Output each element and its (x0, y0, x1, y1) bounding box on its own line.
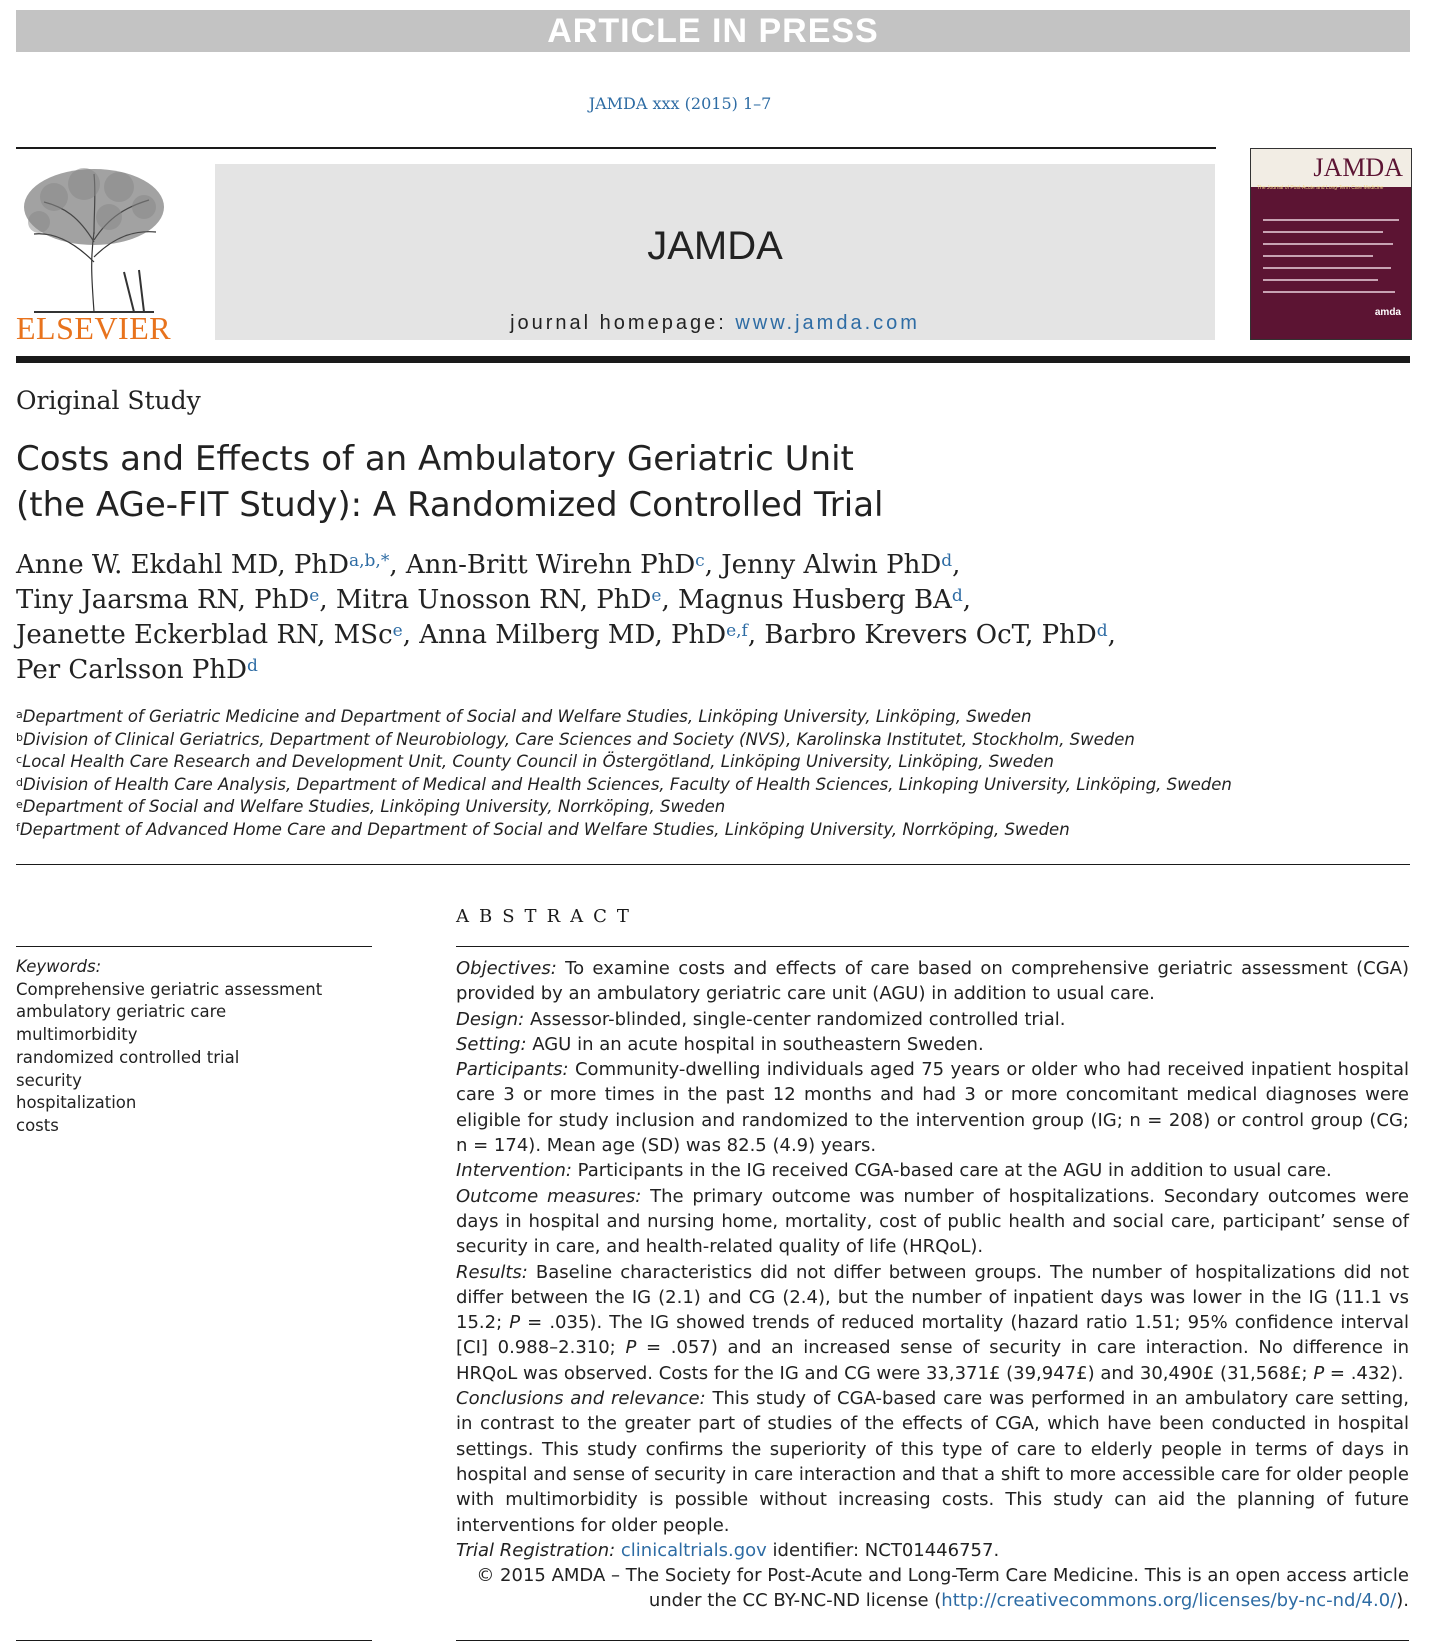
abstract-participants (456, 1057, 1409, 1158)
article-title (16, 436, 1316, 528)
article-in-press-banner: ARTICLE IN PRESS (16, 10, 1410, 52)
keyword-item: ambulatory geriatric care (16, 1002, 227, 1022)
section-label: Trial Registration: (456, 1539, 616, 1561)
journal-homepage (215, 312, 1215, 335)
abstract-rule (456, 946, 1409, 947)
section-text: AGU in an acute hospital in southeastern Sweden. (526, 1033, 984, 1055)
bottom-rule-right (456, 1640, 1409, 1641)
section-label: Setting: (456, 1033, 527, 1055)
affiliation-item (16, 796, 1406, 819)
homepage-label: journal homepage: (510, 312, 736, 334)
author-affiliation-link[interactable]: e (651, 586, 662, 606)
cover-line (1263, 243, 1393, 245)
keyword-item: randomized controlled trial (16, 1047, 240, 1067)
author-name: Tiny Jaarsma RN, PhD (16, 585, 310, 615)
author-affiliation-link[interactable]: d (941, 551, 953, 571)
section-label: Objectives: (456, 958, 557, 979)
masthead-rule (16, 356, 1410, 363)
section-text: = .057) and an increased sense of security in care interaction. No difference in HRQoL was observed. Costs for the IG and CG were 33,371£ (39,947£) and 30,490£ (31,568£; (456, 1337, 1409, 1384)
section-text: The primary outcome was number of hospitalizations. Secondary outcomes were days in hospital and nursing home, mortality, cost of public health and social care, participant’ sense of security in care, and health-related quality of life (HRQoL). (456, 1185, 1409, 1258)
p-value-symbol: P (1313, 1362, 1325, 1384)
abstract-intervention (456, 1158, 1409, 1183)
abstract-design (456, 1007, 1409, 1032)
author-name: Per Carlsson PhD (16, 655, 247, 685)
section-label: Conclusions and relevance: (456, 1388, 706, 1410)
affiliation-item (16, 774, 1406, 797)
abstract-objectives (456, 956, 1409, 1007)
abstract-results (456, 1260, 1409, 1386)
affiliation-key: d (16, 775, 23, 789)
author-separator: , (319, 585, 336, 615)
section-text: Assessor-blinded, single-center randomized controlled trial. (524, 1008, 1066, 1030)
affiliation-text: Local Health Care Research and Development Unit, County Council in Östergötland, Linköping University, Linköping, Sweden (22, 752, 1054, 771)
author-name: Anna Milberg MD, PhD (419, 620, 727, 650)
cover-line (1263, 267, 1391, 269)
homepage-link[interactable]: www.jamda.com (735, 312, 920, 334)
clinicaltrials-link[interactable]: clinicaltrials.gov (620, 1539, 767, 1561)
author-separator: , (402, 620, 420, 650)
p-value-symbol: P (509, 1312, 521, 1334)
article-type: Original Study (16, 386, 201, 415)
abstract-outcome-measures (456, 1184, 1409, 1260)
abstract-trial-registration (456, 1538, 1409, 1563)
keyword-item: Comprehensive geriatric assessment (16, 979, 323, 999)
author-line (16, 653, 1316, 688)
section-text: This study of CGA-based care was performed in an ambulatory care setting, in contrast to the greater part of studies of the effects of CGA, which have been conducted in hospital settings. This study confirms the superiority of this type of care to elderly people in terms of days in hospital and sense of security in care interaction and that a shift to more accessible care for older people with multimorbidity is possible without increasing costs. This study can aid the planning of future interventions for older people. (456, 1388, 1409, 1536)
author-separator: , (952, 550, 961, 580)
author-separator: , (661, 585, 678, 615)
author-separator: , (962, 585, 972, 615)
keywords-heading: Keywords: (16, 957, 102, 976)
author-affiliation-link[interactable]: d (951, 586, 963, 606)
affiliations-rule (16, 864, 1410, 865)
author-name: Mitra Unosson RN, PhD (335, 585, 652, 615)
author-affiliation-link[interactable]: d (1096, 621, 1108, 641)
section-text: = .432). (1324, 1362, 1404, 1384)
author-line (16, 583, 1316, 618)
section-text: Community-dwelling individuals aged 75 years or older who had received inpatient hospital care 3 or more times in the past 12 months and had 3 or more concomitant medical diagnoses were eligible for study inclusion and randomized to the intervention group (IG; n = 208) or control group (CG; n = 174). Mean age (SD) was 82.5 (4.9) years. (456, 1059, 1409, 1157)
author-separator: , (1107, 620, 1116, 650)
affiliation-text: Department of Social and Welfare Studies, Linköping University, Norrköping, Sweden (22, 797, 726, 816)
section-text: = .035). The IG showed trends of reduced mortality (hazard ratio 1.51; 95% confidence interval [CI] 0.988–2.310; (456, 1312, 1409, 1359)
citation-link[interactable]: JAMDA xxx (2015) 1–7 (588, 94, 772, 113)
affiliation-text: Division of Health Care Analysis, Department of Medical and Health Sciences, Faculty of Health Sciences, Linkoping University, Linköping, Sweden (22, 774, 1232, 794)
keyword-item: costs (16, 1115, 59, 1135)
cover-logo: amda (1374, 307, 1401, 318)
author-affiliation-link[interactable]: c (695, 551, 705, 571)
author-name: Jeanette Eckerblad RN, MSc (16, 620, 393, 650)
affiliation-text: Department of Advanced Home Care and Department of Social and Welfare Studies, Linköping University, Norrköping, Sweden (19, 819, 1070, 839)
author-affiliation-link[interactable]: e (309, 586, 320, 606)
section-label: Outcome measures: (456, 1185, 642, 1207)
affiliation-list (16, 706, 1406, 841)
author-separator: , (747, 620, 765, 650)
affiliation-key: a (16, 708, 23, 721)
section-text: Participants in the IG received CGA-based care at the AGU in addition to usual care. (571, 1160, 1332, 1182)
title-line: Costs and Effects of an Ambulatory Geriatric Unit (16, 439, 854, 479)
cover-title: JAMDA (1313, 153, 1403, 182)
cover-line (1263, 231, 1383, 233)
abstract-body (456, 956, 1409, 1614)
author-affiliation-link[interactable]: d (246, 656, 258, 676)
license-text: © 2015 AMDA – The Society for Post-Acute and Long-Term Care Medicine. This is an open access article under the CC BY-NC-ND license ( (476, 1565, 1409, 1612)
author-name: Ann-Britt Wirehn PhD (405, 550, 696, 580)
license-text: ). (1396, 1590, 1409, 1612)
section-text: Baseline characteristics did not differ between groups. The number of hospitalizations did not differ between the IG (2.1) and CG (2.4), but the number of inpatient days was lower in the IG (11.1 vs 15.2; (456, 1261, 1409, 1334)
abstract-heading: ABSTRACT (456, 906, 639, 927)
author-name: Magnus Husberg BA (677, 585, 952, 615)
section-text: To examine costs and effects of care based on comprehensive geriatric assessment (CGA) provided by an ambulatory geriatric care unit (AGU) in addition to usual care. (456, 958, 1409, 1005)
journal-masthead (215, 164, 1215, 340)
cover-line (1263, 219, 1399, 221)
keywords-rule (16, 946, 372, 947)
license-statement (456, 1563, 1409, 1614)
section-label: Participants: (456, 1059, 569, 1081)
affiliation-text: Department of Geriatric Medicine and Department of Social and Welfare Studies, Linköping University, Linköping, Sweden (22, 707, 1032, 726)
cover-subtitle: The Journal of Post-Acute and Long-Term Care Medicine (1257, 185, 1384, 191)
affiliation-key: b (16, 730, 23, 744)
author-affiliation-link[interactable]: e,f (726, 621, 748, 641)
abstract-conclusions (456, 1386, 1409, 1538)
author-affiliation-link[interactable]: a,b,* (349, 551, 390, 571)
section-label: Intervention: (456, 1160, 572, 1182)
affiliation-key: e (16, 798, 23, 811)
affiliation-item (16, 751, 1406, 774)
section-text: identifier: NCT01446757. (766, 1539, 1000, 1561)
affiliation-key: f (16, 820, 20, 834)
keyword-item: security (16, 1070, 82, 1090)
license-link[interactable]: http://creativecommons.org/licenses/by-nc-nd/4.0/ (941, 1590, 1397, 1612)
affiliation-item (16, 729, 1406, 752)
section-label: Design: (456, 1008, 525, 1030)
author-line (16, 618, 1316, 653)
affiliation-text: Division of Clinical Geriatrics, Department of Neurobiology, Care Sciences and Society (NVS), Karolinska Institutet, Stockholm, Sweden (22, 729, 1135, 749)
keyword-item: multimorbidity (16, 1025, 138, 1045)
cover-line (1263, 291, 1395, 293)
author-separator: , (389, 550, 406, 580)
author-affiliation-link[interactable]: e (392, 621, 403, 641)
journal-name: JAMDA (647, 224, 783, 268)
keyword-item: hospitalization (16, 1093, 137, 1113)
keywords-panel (16, 956, 376, 1138)
section-label: Results: (456, 1261, 528, 1283)
affiliation-item (16, 706, 1406, 729)
title-line: (the AGe-FIT Study): A Randomized Controlled Trial (16, 485, 884, 525)
elsevier-wordmark: ELSEVIER (16, 310, 172, 346)
bottom-rule-left (16, 1640, 372, 1641)
author-name: Barbro Krevers OcT, PhD (764, 620, 1097, 650)
p-value-symbol: P (625, 1337, 637, 1359)
top-rule (16, 147, 1216, 149)
cover-line (1263, 279, 1378, 281)
author-line (16, 548, 1316, 583)
author-list (16, 548, 1316, 688)
affiliation-key: c (16, 753, 23, 766)
abstract-setting (456, 1032, 1409, 1057)
cover-line (1263, 255, 1373, 257)
journal-cover-thumbnail[interactable] (1250, 148, 1412, 340)
author-separator: , (704, 550, 722, 580)
author-name: Anne W. Ekdahl MD, PhD (16, 550, 349, 580)
affiliation-item (16, 819, 1406, 842)
author-name: Jenny Alwin PhD (721, 550, 942, 580)
